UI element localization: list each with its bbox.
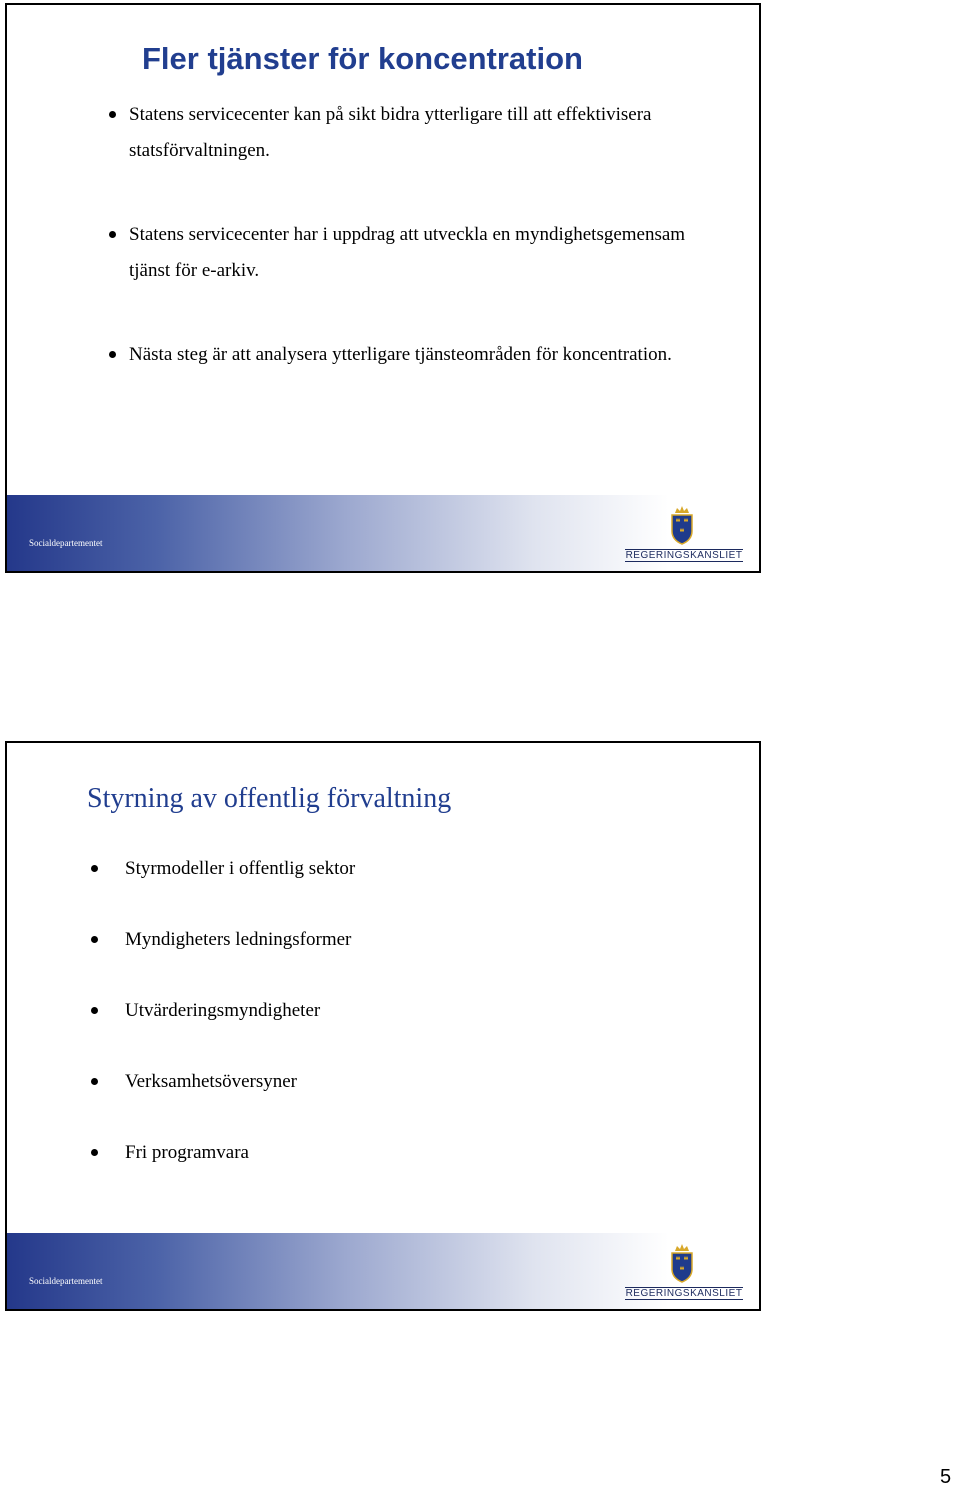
list-item bbox=[87, 1135, 707, 1171]
bullet-dot-icon bbox=[91, 1149, 98, 1156]
bullet-text: Verksamhetsöversyner bbox=[125, 1071, 298, 1092]
three-crowns-crest-icon bbox=[669, 1243, 695, 1283]
slide-1 bbox=[5, 3, 761, 573]
regeringskansliet-logo bbox=[625, 1243, 743, 1301]
regeringskansliet-logo bbox=[625, 505, 743, 563]
bullet-dot-icon bbox=[109, 351, 116, 358]
bullet-text: Fri programvara bbox=[125, 1142, 249, 1163]
bullet-list bbox=[103, 97, 723, 373]
slide-footer bbox=[7, 1233, 759, 1309]
bullet-dot-icon bbox=[91, 1078, 98, 1085]
bullet-text: Styrmodeller i offentlig sektor bbox=[125, 858, 356, 879]
list-item bbox=[103, 337, 723, 373]
department-label: Socialdepartementet bbox=[29, 1276, 103, 1286]
list-item bbox=[87, 1064, 707, 1100]
bullet-text: Nästa steg är att analysera ytterligare tjänsteområden för koncentration. bbox=[129, 344, 672, 365]
bullet-dot-icon bbox=[91, 1007, 98, 1014]
slide-title: Fler tjänster för koncentration bbox=[142, 41, 583, 76]
list-item bbox=[87, 922, 707, 958]
slide-footer bbox=[7, 495, 759, 571]
list-item bbox=[103, 97, 723, 169]
bullet-text: Myndigheters ledningsformer bbox=[125, 929, 352, 950]
three-crowns-crest-icon bbox=[669, 505, 695, 545]
slide-title: Styrning av offentlig förvaltning bbox=[87, 783, 452, 814]
bullet-list bbox=[87, 851, 707, 1206]
logo-text: REGERINGSKANSLIET bbox=[625, 550, 743, 561]
department-label: Socialdepartementet bbox=[29, 538, 103, 548]
list-item bbox=[87, 993, 707, 1029]
bullet-text: Statens servicecenter kan på sikt bidra ytterligare till att effektivisera statsförvaltningen. bbox=[129, 104, 652, 161]
bullet-text: Utvärderingsmyndigheter bbox=[125, 1000, 321, 1021]
slide-2 bbox=[5, 741, 761, 1311]
list-item bbox=[103, 217, 723, 289]
bullet-dot-icon bbox=[109, 231, 116, 238]
bullet-text: Statens servicecenter har i uppdrag att utveckla en myndighetsgemensam tjänst för e-arkiv. bbox=[129, 224, 686, 281]
page-number: 5 bbox=[940, 1466, 952, 1488]
bullet-dot-icon bbox=[91, 865, 98, 872]
bullet-dot-icon bbox=[109, 111, 116, 118]
bullet-dot-icon bbox=[91, 936, 98, 943]
logo-text: REGERINGSKANSLIET bbox=[625, 1288, 743, 1299]
list-item bbox=[87, 851, 707, 887]
